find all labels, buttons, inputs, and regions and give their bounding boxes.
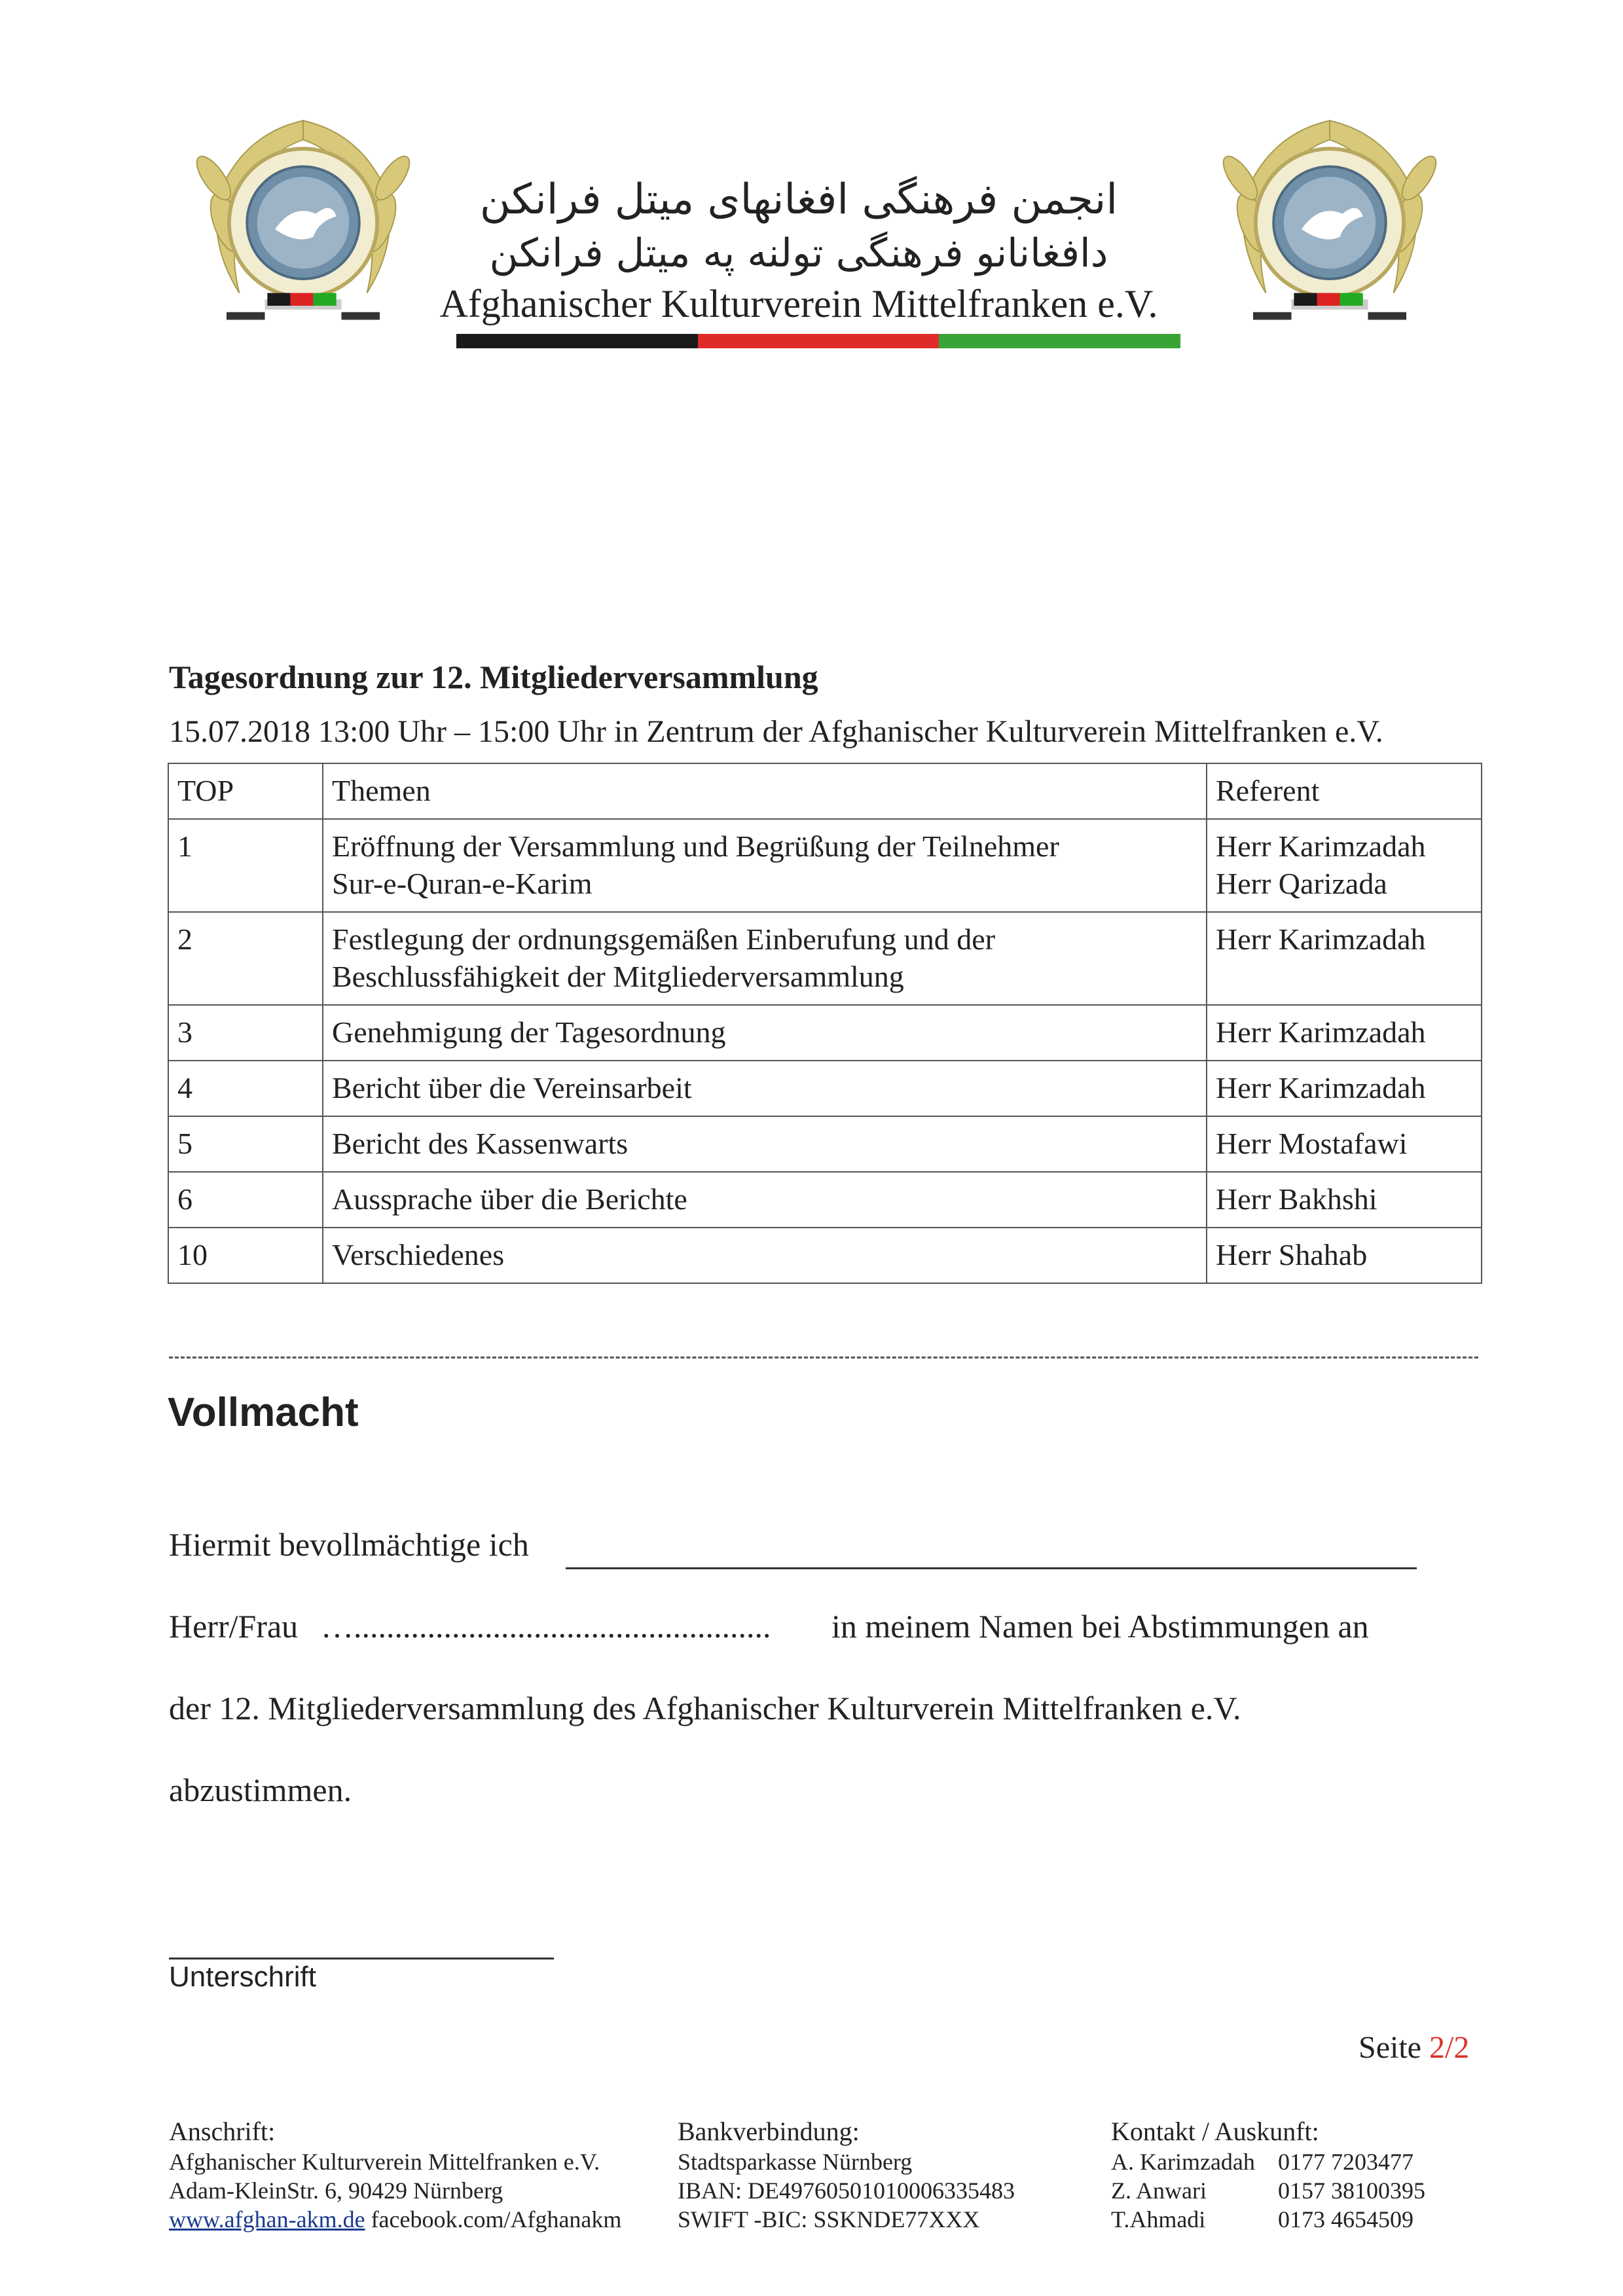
column-header-referent: Referent: [1207, 763, 1482, 819]
agenda-topic: [323, 1172, 1207, 1228]
vollmacht-line-2-end: in meinem Namen bei Abstimmungen an: [831, 1608, 1369, 1645]
agenda-top-number: 10: [168, 1228, 323, 1283]
footer-bank: [678, 2116, 1015, 2234]
agenda-referent: [1207, 912, 1482, 1005]
agenda-top-number: 6: [168, 1172, 323, 1228]
vollmacht-title: Vollmacht: [168, 1390, 359, 1435]
agenda-header-row: [168, 763, 1482, 819]
page-number: [1359, 2030, 1469, 2066]
contact-name: Z. Anwari: [1111, 2178, 1207, 2204]
agenda-top-number: 2: [168, 912, 323, 1005]
agenda-topic: [323, 819, 1207, 912]
footer-contact: [1111, 2116, 1425, 2234]
proxy-person-field[interactable]: …...................................................: [321, 1608, 771, 1645]
agenda-row: [168, 1116, 1482, 1172]
facebook-text: facebook.com/Afghanakm: [371, 2206, 622, 2232]
vollmacht-line-4: abzustimmen.: [169, 1772, 352, 1808]
agenda-row: [168, 1005, 1482, 1061]
footer-address-heading: Anschrift:: [169, 2117, 276, 2146]
agenda-referent: [1207, 819, 1482, 912]
contact-row: [1111, 2147, 1425, 2176]
footer-contact-heading: Kontakt / Auskunft:: [1111, 2117, 1319, 2146]
agenda-row: [168, 819, 1482, 912]
footer-address: [169, 2116, 621, 2234]
proxy-name-field[interactable]: [566, 1567, 1417, 1569]
footer-address-street: Adam-KleinStr. 6, 90429 Nürnberg: [169, 2178, 503, 2204]
flag-stripe-green: [939, 334, 1180, 348]
footer-bank-heading: Bankverbindung:: [678, 2117, 860, 2146]
agenda-referent-line: Herr Qarizada: [1216, 867, 1387, 900]
agenda-referent-line: Herr Shahab: [1216, 1238, 1368, 1271]
agenda-top-number: 3: [168, 1005, 323, 1061]
agenda-referent-line: Herr Karimzadah: [1216, 1071, 1426, 1104]
agenda-topic-line: Genehmigung der Tagesordnung: [332, 1015, 726, 1049]
association-emblem-right: [1202, 101, 1457, 357]
footer-bank-name: Stadtsparkasse Nürnberg: [678, 2149, 913, 2175]
footer-address-name: Afghanischer Kulturverein Mittelfranken e.V.: [169, 2149, 600, 2175]
agenda-referent: [1207, 1228, 1482, 1283]
footer-bank-bic: SWIFT -BIC: SSKNDE77XXX: [678, 2206, 980, 2232]
agenda-topic-line: Sur-e-Quran-e-Karim: [332, 867, 593, 900]
agenda-topic: [323, 1005, 1207, 1061]
agenda-referent: [1207, 1061, 1482, 1116]
agenda-row: [168, 1172, 1482, 1228]
agenda-referent-line: Herr Karimzadah: [1216, 829, 1426, 863]
agenda-top-number: 4: [168, 1061, 323, 1116]
agenda-referent-line: Herr Bakhshi: [1216, 1182, 1377, 1216]
agenda-top-number: 1: [168, 819, 323, 912]
column-header-themen: Themen: [323, 763, 1207, 819]
vollmacht-line-2-start: Herr/Frau: [169, 1608, 299, 1645]
page-count: 2/2: [1429, 2030, 1470, 2065]
agenda-topic-line: Festlegung der ordnungsgemäßen Einberufung und der: [332, 922, 996, 956]
agenda-top-number: 5: [168, 1116, 323, 1172]
agenda-topic: [323, 912, 1207, 1005]
agenda-referent: [1207, 1005, 1482, 1061]
contact-phone: 0173 4654509: [1278, 2206, 1413, 2232]
flag-stripe-black: [456, 334, 698, 348]
contact-name: T.Ahmadi: [1111, 2206, 1206, 2232]
agenda-topic-line: Verschiedenes: [332, 1238, 505, 1271]
contact-phone: 0177 7203477: [1278, 2149, 1413, 2175]
agenda-topic: [323, 1228, 1207, 1283]
agenda-title: Tagesordnung zur 12. Mitgliederversammlung: [169, 659, 818, 695]
agenda-topic: [323, 1116, 1207, 1172]
agenda-row: [168, 1228, 1482, 1283]
vollmacht-line-1: Hiermit bevollmächtige ich: [169, 1526, 529, 1563]
page-label: Seite: [1359, 2030, 1421, 2065]
agenda-topic-line: Bericht des Kassenwarts: [332, 1127, 629, 1160]
flag-stripe-red: [698, 334, 939, 348]
agenda-topic-line: Eröffnung der Versammlung und Begrüßung der Teilnehmer: [332, 829, 1059, 863]
flag-color-bar: [456, 334, 1180, 348]
signature-field[interactable]: [169, 1958, 554, 1959]
agenda-topic: [323, 1061, 1207, 1116]
column-header-top: TOP: [168, 763, 323, 819]
agenda-referent: [1207, 1116, 1482, 1172]
agenda-topic-line: Aussprache über die Berichte: [332, 1182, 687, 1216]
website-link[interactable]: www.afghan-akm.de: [169, 2206, 365, 2232]
contact-row: [1111, 2176, 1425, 2205]
header-title-german: Afghanischer Kulturverein Mittelfranken e.V.: [439, 282, 1158, 325]
contact-name: A. Karimzadah: [1111, 2149, 1255, 2175]
header-title-dari: انجمن فرهنگی افغانهای میتل فرانکن: [479, 175, 1118, 224]
contact-row: [1111, 2205, 1425, 2234]
agenda-referent-line: Herr Karimzadah: [1216, 1015, 1426, 1049]
footer-bank-iban: IBAN: DE49760501010006335483: [678, 2178, 1015, 2204]
agenda-referent-line: Herr Karimzadah: [1216, 922, 1426, 956]
vollmacht-line-3: der 12. Mitgliederversammlung des Afghanischer Kulturverein Mittelfranken e.V.: [169, 1690, 1241, 1726]
header-title-pashto: دافغانانو فرهنگی تولنه په میتل فرانکن: [489, 230, 1108, 276]
agenda-referent: [1207, 1172, 1482, 1228]
contact-phone: 0157 38100395: [1278, 2178, 1425, 2204]
agenda-table: [168, 763, 1482, 1284]
signature-label: Unterschrift: [169, 1961, 316, 1993]
agenda-topic-line: Bericht über die Vereinsarbeit: [332, 1071, 692, 1104]
agenda-topic-line: Beschlussfähigkeit der Mitgliederversammlung: [332, 960, 904, 993]
agenda-row: [168, 912, 1482, 1005]
agenda-subtitle: 15.07.2018 13:00 Uhr – 15:00 Uhr in Zentrum der Afghanischer Kulturverein Mittelfranken e.V.: [169, 714, 1383, 749]
agenda-referent-line: Herr Mostafawi: [1216, 1127, 1408, 1160]
section-divider: [169, 1357, 1478, 1358]
agenda-row: [168, 1061, 1482, 1116]
